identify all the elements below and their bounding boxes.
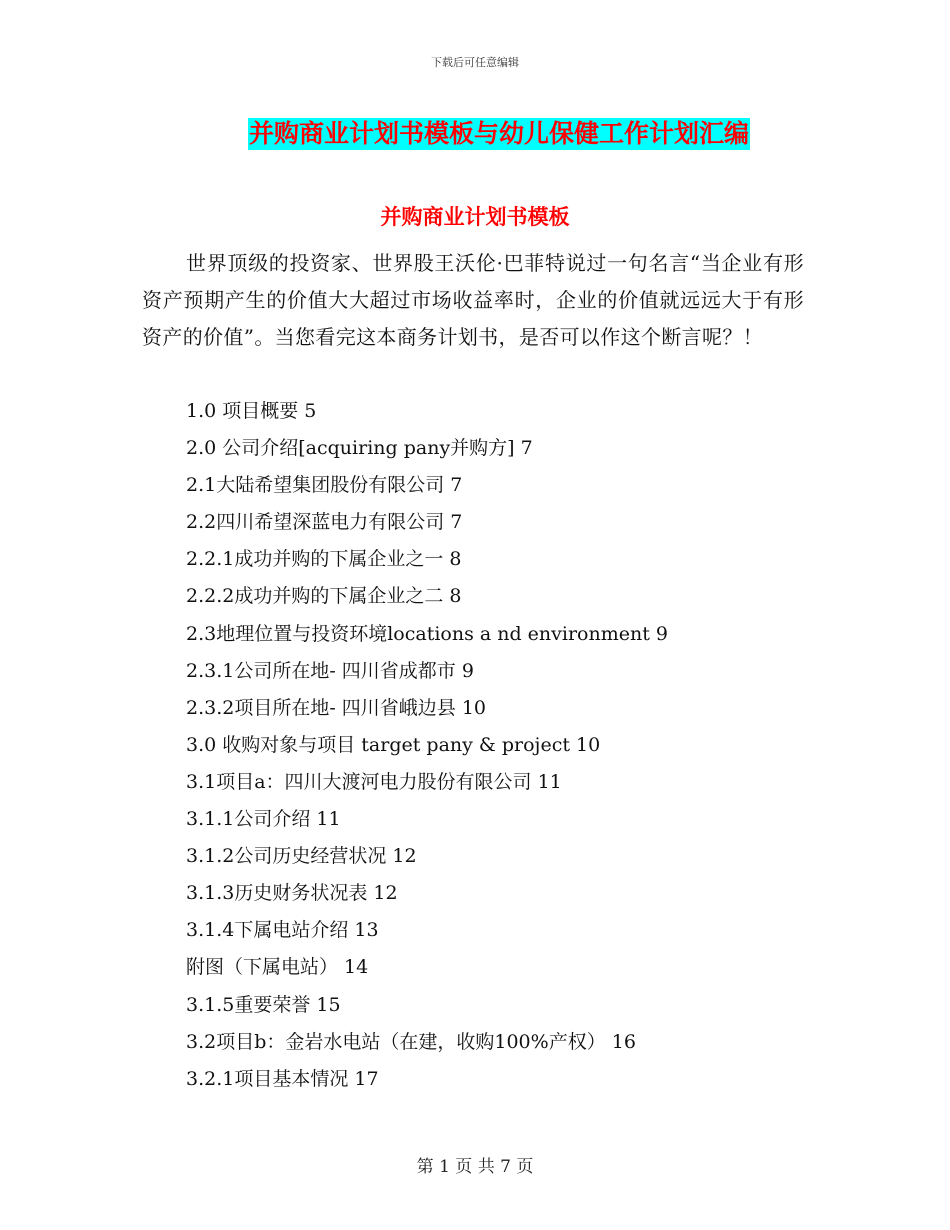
toc-item: 附图（下属电站） 14	[186, 956, 369, 979]
table-of-contents	[186, 393, 806, 1098]
toc-item: 3.1.2公司历史经营状况 12	[186, 845, 417, 868]
header-note: 下载后可任意编辑	[431, 56, 519, 69]
document-title	[0, 112, 950, 150]
toc-item: 3.1.5重要荣誉 15	[186, 993, 341, 1016]
toc-item: 3.0 收购对象与项目 target pany & project 10	[186, 733, 601, 756]
toc-item: 2.2四川希望深蓝电力有限公司 7	[186, 511, 463, 534]
toc-item: 3.1.4下属电站介绍 13	[186, 919, 379, 942]
toc-item: 3.1.1公司介绍 11	[186, 808, 341, 831]
toc-item: 3.2.1项目基本情况 17	[186, 1067, 379, 1090]
page-number: 第 1 页 共 7 页	[416, 1157, 534, 1177]
intro-paragraph: 世界顶级的投资家、世界股王沃伦·巴菲特说过一句名言“当企业有形资产预期产生的价值大大超过市场收益率时，企业的价值就远远大于有形资产的价值”。当您看完这本商务计划书，是否可以作这个断言呢？！	[142, 251, 804, 349]
toc-item: 2.3地理位置与投资环境locations a nd environment 9	[186, 622, 668, 645]
document-title-text: 并购商业计划书模板与幼儿保健工作计划汇编	[248, 119, 749, 148]
toc-item: 3.2项目b：金岩水电站（在建，收购100%产权） 16	[186, 1030, 636, 1053]
toc-item: 3.1.3历史财务状况表 12	[186, 882, 398, 905]
toc-item: 2.3.2项目所在地- 四川省峨边县 10	[186, 696, 487, 719]
toc-item: 2.2.2成功并购的下属企业之二 8	[186, 585, 462, 608]
toc-item: 2.3.1公司所在地- 四川省成都市 9	[186, 659, 474, 682]
section-title: 并购商业计划书模板	[380, 205, 570, 229]
toc-item: 1.0 项目概要 5	[186, 400, 317, 422]
toc-item: 2.2.1成功并购的下属企业之一 8	[186, 548, 462, 571]
toc-item: 2.0 公司介绍[acquiring pany并购方] 7	[186, 437, 533, 460]
toc-item: 3.1项目a：四川大渡河电力股份有限公司 11	[186, 770, 562, 793]
toc-item: 2.1大陆希望集团股份有限公司 7	[186, 474, 463, 497]
